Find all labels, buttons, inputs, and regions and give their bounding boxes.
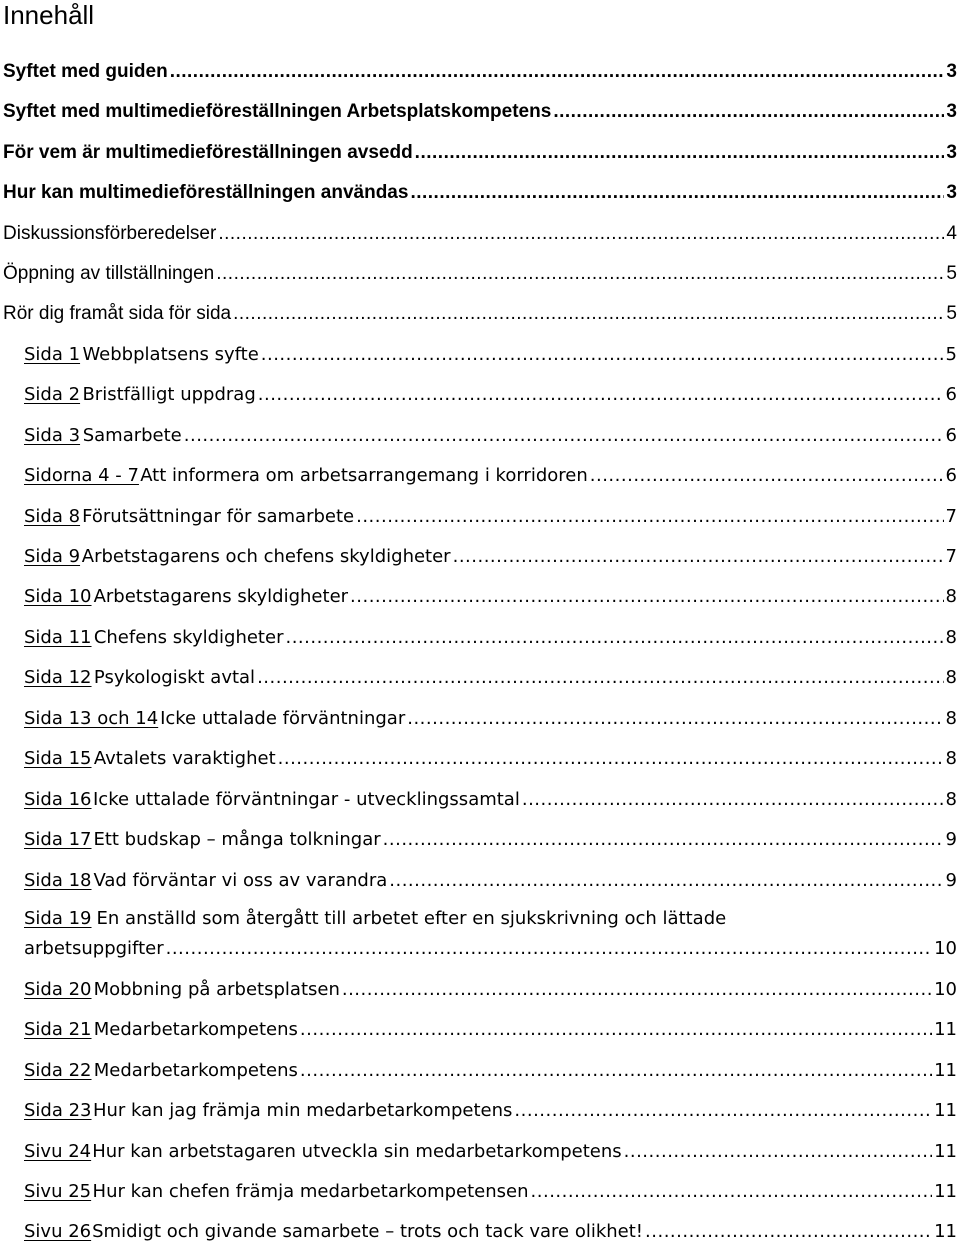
- toc-entry-page: 11: [934, 1100, 957, 1121]
- toc-entry-title: Arbetstagarens och chefens skyldigheter: [81, 546, 451, 567]
- toc-entry-page: 5: [946, 263, 957, 284]
- dot-leader: [383, 828, 944, 852]
- toc-entry-ref[interactable]: Sida 21: [24, 1019, 92, 1040]
- toc-entry-title: Hur kan arbetstagaren utveckla sin medarbetarkompetens: [92, 1141, 622, 1162]
- toc-entry-title: Ett budskap – många tolkningar: [93, 829, 381, 850]
- dot-leader: [285, 626, 943, 650]
- toc-entry[interactable]: [24, 666, 957, 690]
- dot-leader: [624, 1140, 932, 1164]
- dot-leader: [590, 464, 944, 488]
- toc-entry-title: Vad förväntar vi oss av varandra: [93, 870, 388, 891]
- toc-entry[interactable]: [3, 100, 957, 124]
- toc-entry[interactable]: [24, 707, 957, 731]
- toc-entry-page: 4: [946, 223, 957, 244]
- toc-entry-page: 3: [946, 101, 957, 122]
- toc-entry-title: Diskussionsförberedelser: [3, 223, 217, 244]
- dot-leader: [356, 505, 943, 529]
- toc-entry-ref[interactable]: Sida 12: [24, 667, 92, 688]
- toc-entry[interactable]: [24, 828, 957, 852]
- toc-entry-page: 3: [946, 142, 957, 163]
- toc-entry-title: Psykologiskt avtal: [93, 667, 256, 688]
- toc-entry-ref[interactable]: Sida 8: [24, 506, 81, 527]
- toc-entry[interactable]: [24, 978, 957, 1002]
- toc-entry-title: En anställd som återgått till arbetet efter en sjukskrivning och lättade: [96, 908, 727, 929]
- dot-leader: [514, 1099, 932, 1123]
- toc-entry-title: Smidigt och givande samarbete – trots och tack vare olikhet!: [92, 1221, 644, 1242]
- toc-entry-ref[interactable]: Sida 16: [24, 789, 92, 810]
- toc-entry-title: Rör dig framåt sida för sida: [3, 303, 232, 324]
- toc-entry-ref[interactable]: Sida 19: [24, 908, 92, 929]
- toc-entry-ref[interactable]: Sida 17: [24, 829, 92, 850]
- toc-entry-title: Medarbetarkompetens: [93, 1060, 298, 1081]
- toc-entry-ref[interactable]: Sivu 25: [24, 1181, 92, 1202]
- toc-entry-ref[interactable]: Sida 15: [24, 748, 92, 769]
- toc-entry-ref[interactable]: Sida 9: [24, 546, 81, 567]
- toc-entry-title: Hur kan multimedieföreställningen användas: [3, 182, 409, 203]
- toc-entry-title: Chefens skyldigheter: [93, 627, 284, 648]
- toc-entry-ref[interactable]: Sida 23: [24, 1100, 92, 1121]
- toc-entry-title: Syftet med multimedieföreställningen Arbetsplatskompetens: [3, 101, 552, 122]
- toc-entry-title: Förutsättningar för samarbete: [82, 506, 355, 527]
- toc-entry[interactable]: [24, 788, 957, 812]
- toc-entry-title: Öppning av tillställningen: [3, 263, 215, 284]
- toc-entry-title: Icke uttalade förväntningar: [160, 708, 406, 729]
- dot-leader: [300, 1018, 932, 1042]
- toc-entry-ref[interactable]: Sida 22: [24, 1060, 92, 1081]
- toc-entry-page: 11: [934, 1221, 957, 1242]
- toc-entry-ref[interactable]: Sida 3: [24, 425, 81, 446]
- toc-entry-title: Samarbete: [82, 425, 182, 446]
- dot-leader: [453, 545, 944, 569]
- toc-entry-ref[interactable]: Sida 13 och 14: [24, 708, 159, 729]
- dot-leader: [342, 978, 932, 1002]
- toc-entry-page: 10: [934, 979, 957, 1000]
- toc-entry[interactable]: [24, 424, 957, 448]
- dot-leader: [166, 934, 932, 964]
- toc-entry-page: 11: [934, 1141, 957, 1162]
- dot-leader: [233, 302, 944, 326]
- toc-entry-page: 8: [945, 708, 957, 729]
- toc-entry-page: 3: [946, 61, 957, 82]
- dot-leader: [522, 788, 944, 812]
- toc-entry-title: Avtalets varaktighet: [93, 748, 276, 769]
- toc-entry-title: Hur kan chefen främja medarbetarkompetensen: [92, 1181, 529, 1202]
- dot-leader: [531, 1180, 933, 1204]
- toc-entry-ref[interactable]: Sida 11: [24, 627, 92, 648]
- dot-leader: [261, 343, 944, 367]
- toc-entry-title: Arbetstagarens skyldigheter: [93, 586, 349, 607]
- toc-entry-ref[interactable]: Sida 2: [24, 384, 81, 405]
- toc-entry[interactable]: [24, 1220, 957, 1244]
- toc-entry-title: Syftet med guiden: [3, 61, 168, 82]
- page-title: Innehåll: [3, 0, 95, 30]
- toc-entry-page: 8: [945, 789, 957, 810]
- dot-leader: [350, 585, 944, 609]
- toc-entry-title: Att informera om arbetsarrangemang i korridoren: [140, 465, 588, 486]
- dot-leader: [218, 222, 944, 246]
- toc-entry-page: 3: [946, 182, 957, 203]
- dot-leader: [278, 747, 944, 771]
- toc-entry[interactable]: [3, 141, 957, 165]
- toc-entry[interactable]: [24, 1180, 957, 1204]
- dot-leader: [216, 262, 944, 286]
- toc-entry[interactable]: [3, 262, 957, 286]
- toc-entry-title: Mobbning på arbetsplatsen: [93, 979, 340, 1000]
- toc-entry[interactable]: [3, 222, 957, 246]
- toc-entry[interactable]: [3, 302, 957, 326]
- dot-leader: [300, 1059, 932, 1083]
- dot-leader: [645, 1220, 932, 1244]
- toc-entry-page: 5: [945, 344, 957, 365]
- toc-entry-page: 7: [945, 506, 957, 527]
- toc-entry-page: 11: [934, 1181, 957, 1202]
- toc-entry[interactable]: [3, 60, 957, 84]
- toc-entry-title: Medarbetarkompetens: [93, 1019, 298, 1040]
- toc-entry[interactable]: [24, 585, 957, 609]
- toc-entry-title: Bristfälligt uppdrag: [82, 384, 256, 405]
- toc-entry-page: 8: [945, 627, 957, 648]
- toc-entry-ref[interactable]: Sidorna 4 - 7: [24, 465, 139, 486]
- toc-entry[interactable]: [24, 343, 957, 367]
- toc-entry-page: 9: [945, 870, 957, 891]
- toc-entry[interactable]: [3, 181, 957, 205]
- dot-leader: [407, 707, 943, 731]
- toc-entry-page: 10: [934, 938, 957, 959]
- toc-entry[interactable]: [24, 1018, 957, 1042]
- toc-entry-ref[interactable]: Sida 1: [24, 344, 81, 365]
- dot-leader: [410, 181, 944, 205]
- toc-entry[interactable]: [24, 505, 957, 529]
- toc-entry-page: 8: [945, 586, 957, 607]
- dot-leader: [415, 141, 945, 165]
- toc-entry-ref[interactable]: Sida 18: [24, 870, 92, 891]
- toc-entry-page: 8: [945, 667, 957, 688]
- toc-entry[interactable]: [24, 383, 957, 407]
- toc-entry[interactable]: [24, 869, 957, 893]
- dot-leader: [257, 666, 943, 690]
- toc-entry-page: 6: [945, 384, 957, 405]
- toc-entry[interactable]: [24, 626, 957, 650]
- toc-entry-page: 11: [934, 1019, 957, 1040]
- toc-entry-ref[interactable]: Sida 10: [24, 586, 92, 607]
- toc-entry-page: 6: [945, 425, 957, 446]
- dot-leader: [258, 383, 944, 407]
- toc-entry-title: Hur kan jag främja min medarbetarkompetens: [92, 1100, 513, 1121]
- toc-entry[interactable]: [24, 1059, 957, 1083]
- toc-entry-page: 5: [946, 303, 957, 324]
- toc-entry-title-continued: arbetsuppgifter: [24, 938, 164, 959]
- toc-entry[interactable]: [24, 464, 957, 488]
- dot-leader: [553, 100, 944, 124]
- toc-entry-title: Icke uttalade förväntningar - utvecklingssamtal: [92, 789, 520, 810]
- toc-entry-title: Webbplatsens syfte: [82, 344, 259, 365]
- toc-entry[interactable]: [24, 545, 957, 569]
- dot-leader: [170, 60, 945, 84]
- toc-entry-page: 7: [945, 546, 957, 567]
- toc-entry-page: 8: [945, 748, 957, 769]
- toc-entry-page: 9: [945, 829, 957, 850]
- toc-entry-page: 6: [945, 465, 957, 486]
- toc-entry-page: 11: [934, 1060, 957, 1081]
- toc-entry-ref[interactable]: Sivu 26: [24, 1221, 92, 1242]
- toc-entry[interactable]: [24, 904, 957, 964]
- toc-entry-ref[interactable]: Sivu 24: [24, 1141, 92, 1162]
- toc-entry-title: För vem är multimedieföreställningen avsedd: [3, 142, 413, 163]
- dot-leader: [389, 869, 943, 893]
- toc-entry[interactable]: [24, 747, 957, 771]
- toc-entry[interactable]: [24, 1099, 957, 1123]
- dot-leader: [184, 424, 944, 448]
- toc-entry-ref[interactable]: Sida 20: [24, 979, 92, 1000]
- toc-entry[interactable]: [24, 1140, 957, 1164]
